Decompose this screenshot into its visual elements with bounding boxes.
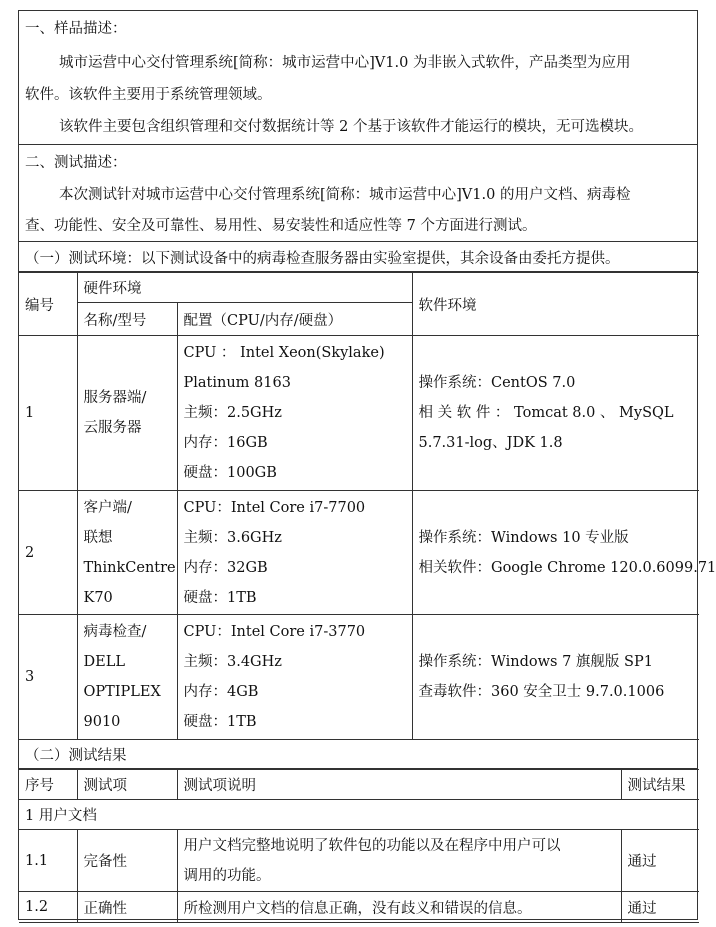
config-line: 硬盘：1TB <box>183 714 257 730</box>
config-line: CPU：Intel Core i7-7700 <box>183 499 366 516</box>
row-seq: 1.1 <box>19 830 77 892</box>
row-no: 1 <box>19 336 77 491</box>
name-line: 云服务器 <box>83 420 142 436</box>
paragraph-line: 查、功能性、安全及可靠性、易用性、易安装性和适应性等 7 个方面进行测试。 <box>25 218 537 234</box>
config-line: CPU：Intel Core i7-3770 <box>183 624 366 640</box>
software-line: 相 关 软 件 ： Tomcat 8.0 、 MySQL <box>418 405 674 421</box>
row-result: 通过 <box>621 830 699 892</box>
config-line: 内存：16GB <box>183 435 268 451</box>
paragraph-line: 城市运营中心交付管理系统[简称：城市运营中心]V1.0 为非嵌入式软件，产品类型为应用 <box>59 55 631 71</box>
config-line: 内存：4GB <box>183 684 259 700</box>
config-line: CPU ： Intel Xeon(Skylake) <box>183 345 385 361</box>
row-item: 正确性 <box>77 892 177 923</box>
header-result: 测试结果 <box>621 770 699 800</box>
name-line: ThinkCentre <box>83 559 176 576</box>
config-line: 内存：32GB <box>183 559 268 576</box>
config-line: 主频：3.6GHz <box>183 529 282 546</box>
config-line: 主频：3.4GHz <box>183 654 282 670</box>
name-line: OPTIPLEX <box>83 684 161 700</box>
results-title-row <box>19 739 697 769</box>
header-software: 软件环境 <box>412 273 699 336</box>
sample-description-section <box>19 11 697 145</box>
table-row <box>19 615 699 740</box>
row-item: 完备性 <box>77 830 177 892</box>
software-line: 5.7.31-log、JDK 1.8 <box>418 435 563 451</box>
row-desc: 所检测用户文档的信息正确，没有歧义和错误的信息。 <box>177 892 621 923</box>
desc-line: 调用的功能。 <box>183 867 271 884</box>
row-no: 2 <box>19 491 77 615</box>
env-title-row <box>19 242 697 272</box>
paragraph-line: 本次测试针对城市运营中心交付管理系统[简称：城市运营中心]V1.0 的用户文档、病毒检 <box>59 187 631 203</box>
name-line: 病毒检查/ <box>83 624 147 640</box>
config-line: 主频：2.5GHz <box>183 405 282 421</box>
paragraph-line: 软件。该软件主要用于系统管理领域。 <box>25 87 272 103</box>
group-label: 1 用户文档 <box>19 800 699 830</box>
config-line: 硬盘：1TB <box>183 589 257 606</box>
paragraph-line: 该软件主要包含组织管理和交付数据统计等 2 个基于该软件才能运行的模块，无可选模块。 <box>59 119 643 135</box>
name-line: 服务器端/ <box>83 390 147 406</box>
row-result: 通过 <box>621 892 699 923</box>
software-line: 相关软件：Google Chrome 120.0.6099.71 <box>418 559 716 576</box>
results-table <box>19 769 699 923</box>
environment-table <box>19 272 716 740</box>
name-line: K70 <box>83 589 113 606</box>
software-line: 操作系统：CentOS 7.0 <box>418 375 576 391</box>
section-title: 一、样品描述： <box>25 21 127 37</box>
name-line: 客户端/ <box>83 499 132 516</box>
name-line: DELL <box>83 654 125 670</box>
header-item: 测试项 <box>77 770 177 800</box>
test-description-section <box>19 145 697 242</box>
software-line: 查毒软件：360 安全卫士 9.7.0.1006 <box>418 684 665 700</box>
row-no: 3 <box>19 615 77 740</box>
results-title: （二）测试结果 <box>25 748 127 764</box>
desc-line: 用户文档完整地说明了软件包的功能以及在程序中用户可以 <box>183 837 561 854</box>
software-line: 操作系统：Windows 10 专业版 <box>418 529 629 546</box>
name-line: 9010 <box>83 714 121 730</box>
header-hardware: 硬件环境 <box>77 273 412 303</box>
config-line: Platinum 8163 <box>183 375 291 391</box>
table-row <box>19 336 699 491</box>
header-name: 名称/型号 <box>77 303 177 336</box>
header-no: 编号 <box>19 273 77 336</box>
row-seq: 1.2 <box>19 892 77 923</box>
header-desc: 测试项说明 <box>177 770 621 800</box>
table-row <box>19 830 699 892</box>
config-line: 硬盘：100GB <box>183 465 277 481</box>
table-row <box>19 892 699 923</box>
name-line: 联想 <box>83 529 113 546</box>
software-line: 操作系统：Windows 7 旗舰版 SP1 <box>418 654 653 670</box>
table-row <box>19 491 699 615</box>
header-seq: 序号 <box>19 770 77 800</box>
section-title: 二、测试描述： <box>25 155 127 171</box>
header-config: 配置（CPU/内存/硬盘） <box>177 303 412 336</box>
report-page <box>18 10 716 920</box>
env-title: （一）测试环境：以下测试设备中的病毒检查服务器由实验室提供，其余设备由委托方提供。 <box>25 251 620 267</box>
